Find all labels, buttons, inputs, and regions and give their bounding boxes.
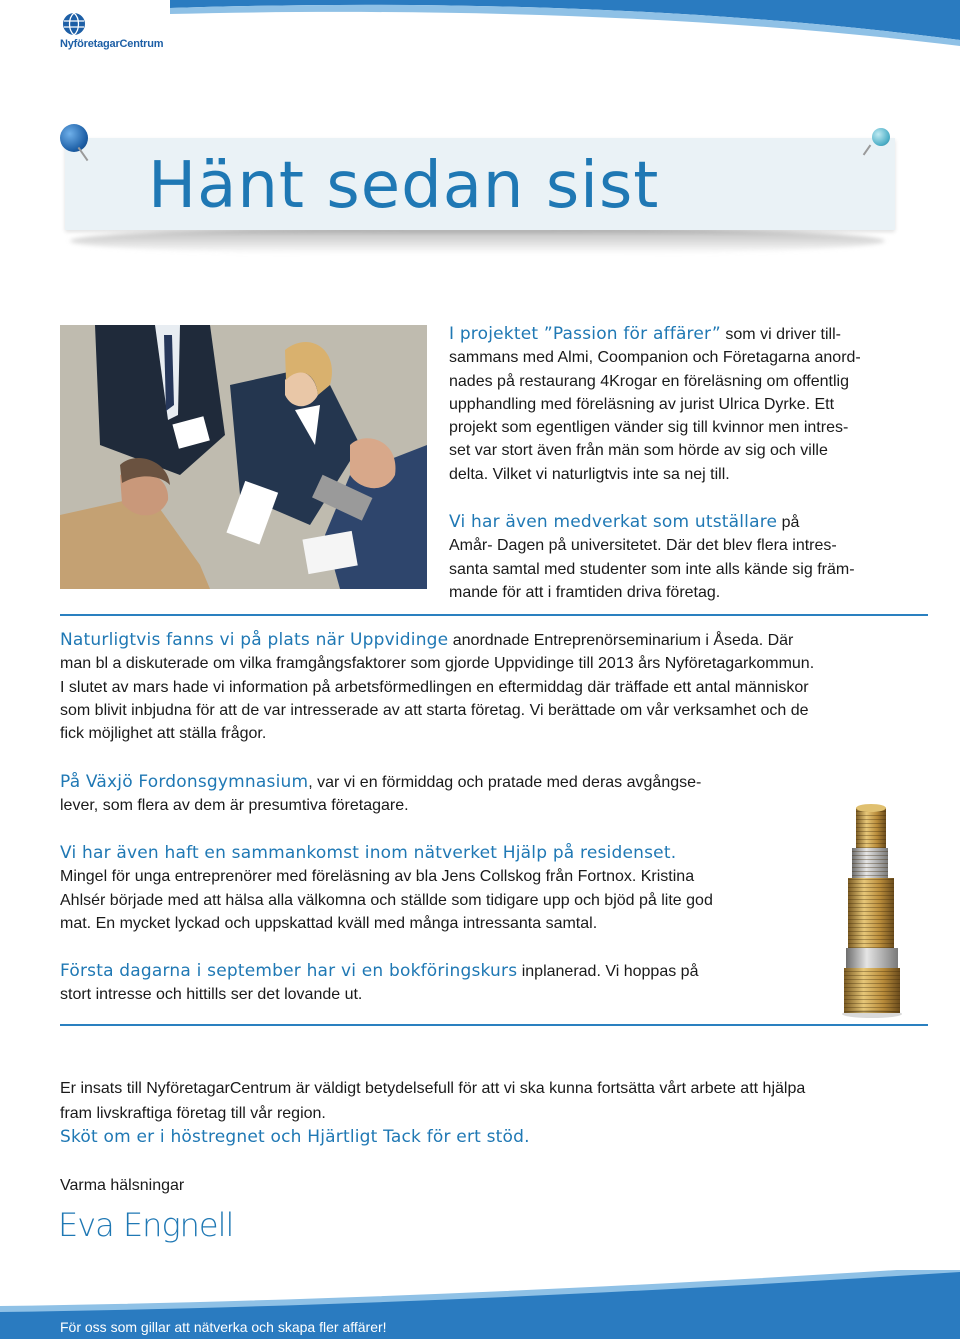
section-line: Ahlsér började med att hälsa alla välkomna och ställde som tidigare upp och bjöd på lite god — [60, 891, 713, 909]
footer-tagline: För oss som gillar att nätverka och skapa fler affärer! — [60, 1319, 387, 1335]
section-line — [449, 511, 909, 534]
section-line: nades på restaurang 4Krogar en föreläsning om offentlig — [449, 372, 849, 390]
coin-stack-photo — [838, 800, 913, 1020]
greeting: Varma hälsningar — [60, 1177, 185, 1194]
section-line: man bl a diskuterade om vilka framgångsfaktorer som gjorde Uppvidinge till 2013 års Nyföretagarkommun. — [60, 655, 815, 673]
business-people-photo — [60, 325, 427, 589]
section-line: mat. En mycket lyckad och uppskattad kväll med många intressanta samtal. — [60, 914, 598, 932]
section-line — [60, 771, 830, 794]
banner-shadow — [70, 228, 885, 254]
closing-highlight: Sköt om er i höstregnet och Hjärtligt Tack för ert stöd. — [60, 1127, 530, 1147]
section-line: Mingel för unga entreprenörer med föreläsning av bla Jens Collskog från Fortnox. Kristina — [60, 868, 695, 886]
section-line-text: inplanerad. Vi hoppas på — [517, 963, 699, 980]
section-heading: Vi har även medverkat som utställare — [449, 512, 778, 532]
section-line — [60, 960, 830, 983]
section-uppvidinge — [60, 629, 930, 745]
divider — [60, 614, 928, 616]
section-line-text: anordnade Entreprenörseminarium i Åseda. Där — [448, 632, 794, 649]
divider — [60, 1024, 928, 1026]
section-fordonsgymnasium — [60, 771, 830, 818]
closing-line: Er insats till NyföretagarCentrum är väldigt betydelsefull för att vi ska kunna fortsätta vårt arbete att hjälpa — [60, 1080, 806, 1097]
section-passion — [449, 323, 909, 486]
section-line — [60, 842, 830, 865]
section-line-text: på — [777, 514, 800, 531]
section-line-text: , var vi en förmiddag och pratade med deras avgångse- — [308, 774, 702, 791]
section-heading: I projektet ”Passion för affärer” — [449, 324, 721, 344]
section-line: sammans med Almi, Coompanion och Företagarna anord- — [449, 349, 861, 367]
section-line: fick möjlighet att ställa frågor. — [60, 725, 267, 743]
section-heading: Naturligtvis fanns vi på plats när Uppvidinge — [60, 630, 449, 650]
section-exhibitor — [449, 511, 909, 604]
logo-text: NyföretagarCentrum — [60, 38, 164, 50]
section-residenset — [60, 842, 830, 935]
globe-icon — [62, 12, 86, 36]
section-heading: Vi har även haft en sammankomst inom nätverket Hjälp på residenset — [60, 843, 671, 863]
section-line — [449, 323, 909, 346]
section-line: upphandling med föreläsning av jurist Ulrica Dyrke. Ett — [449, 395, 835, 413]
section-line: projekt som egentligen vänder sig till kvinnor men intres- — [449, 419, 849, 437]
signature: Eva Engnell — [58, 1206, 234, 1244]
section-line: santa samtal med studenter som inte alls kände sig främ- — [449, 560, 855, 578]
section-heading: På Växjö Fordonsgymnasium — [60, 772, 309, 792]
section-heading-end: . — [670, 843, 677, 863]
section-line: I slutet av mars hade vi information på arbetsförmedlingen en eftermiddag där träffade ett antal människor — [60, 678, 809, 696]
closing-paragraph — [60, 1077, 930, 1126]
closing-line: fram livskraftiga företag till vår region. — [60, 1104, 326, 1122]
section-line — [60, 629, 930, 652]
section-line: delta. Vilket vi naturligtvis inte sa nej till. — [449, 465, 730, 483]
section-line: set var stort även från män som hörde av sig och ville — [449, 442, 828, 460]
section-line: stort intresse och hittills ser det lovande ut. — [60, 986, 363, 1004]
pin-left-icon — [60, 124, 88, 152]
page-title: Hänt sedan sist — [148, 149, 660, 223]
section-bokforingskurs — [60, 960, 830, 1007]
section-line-text: som vi driver till- — [720, 326, 841, 343]
section-line: som blivit inbjudna för att de var intresserade av att starta företag. Vi berättade om vår verksamhet och de — [60, 701, 809, 719]
section-heading: Första dagarna i september har vi en bokföringskurs — [60, 961, 518, 981]
pin-right-icon — [872, 128, 890, 146]
section-line: mande för att i framtiden driva företag. — [449, 583, 721, 601]
section-line: lever, som flera av dem är presumtiva företagare. — [60, 797, 409, 815]
section-line: Amår- Dagen på universitetet. Där det blev flera intres- — [449, 537, 837, 555]
